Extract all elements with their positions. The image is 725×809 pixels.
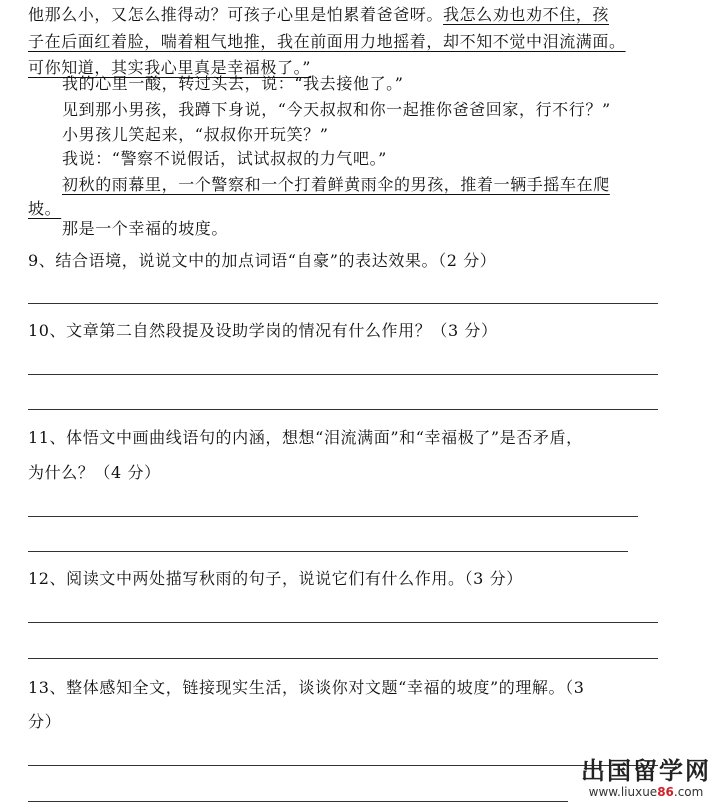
answer-line bbox=[28, 303, 658, 304]
watermark-url: www.liuxue86.com bbox=[588, 785, 704, 799]
question-12: 12、阅读文中两处描写秋雨的句子，说说它们有什么作用。（3 分） bbox=[28, 569, 523, 588]
site-watermark bbox=[581, 757, 711, 799]
underlined-sentence: 可你知道，其实我心里真是幸福极了。” bbox=[28, 58, 311, 77]
question-13: 13、整体感知全文，链接现实生活，谈谈你对文题“幸福的坡度”的理解。（3 bbox=[28, 678, 585, 697]
answer-line bbox=[28, 551, 628, 552]
passage-paragraph: 我说：“警察不说假话，试试叔叔的力气吧。” bbox=[62, 149, 387, 168]
passage-line-1 bbox=[28, 4, 609, 26]
underlined-sentence: 子在后面红着脸，喘着粗气地推，我在前面用力地摇着，却不知不觉中泪流满面。 bbox=[28, 32, 626, 51]
question-11-continued: 为什么？（4 分） bbox=[28, 463, 161, 482]
answer-line bbox=[28, 374, 658, 375]
answer-line bbox=[28, 409, 658, 410]
passage-paragraph: 我的心里一酸，转过头去，说：“我去接他了。” bbox=[62, 74, 404, 93]
answer-line bbox=[28, 801, 568, 802]
passage-paragraph: 见到那小男孩，我蹲下身说，“今天叔叔和你一起推你爸爸回家，行不行？” bbox=[62, 100, 611, 119]
underlined-sentence: 坡。 bbox=[28, 199, 62, 218]
question-13-continued: 分） bbox=[28, 712, 62, 731]
question-9: 9、结合语境，说说文中的加点词语“自豪”的表达效果。（2 分） bbox=[28, 251, 497, 270]
underlined-sentence: 我怎么劝也劝不住，孩 bbox=[443, 5, 610, 24]
underlined-sentence: 初秋的雨幕里，一个警察和一个打着鲜黄雨伞的男孩，推着一辆手摇车在爬 bbox=[62, 175, 610, 194]
passage-text: 他那么小，又怎么推得动？可孩子心里是怕累着爸爸呀。 bbox=[28, 5, 444, 24]
question-11: 11、体悟文中画曲线语句的内涵，想想“泪流满面”和“幸福极了”是否矛盾， bbox=[28, 428, 583, 447]
answer-line bbox=[28, 658, 658, 659]
passage-paragraph: 那是一个幸福的坡度。 bbox=[62, 219, 229, 238]
question-10: 10、文章第二自然段提及设助学岗的情况有什么作用？（3 分） bbox=[28, 321, 498, 340]
passage-paragraph: 小男孩儿笑起来，“叔叔你开玩笑？” bbox=[62, 125, 329, 144]
answer-line bbox=[28, 765, 658, 766]
answer-line bbox=[28, 516, 638, 517]
watermark-title: 出国留学网 bbox=[581, 757, 711, 785]
answer-line bbox=[28, 622, 658, 623]
